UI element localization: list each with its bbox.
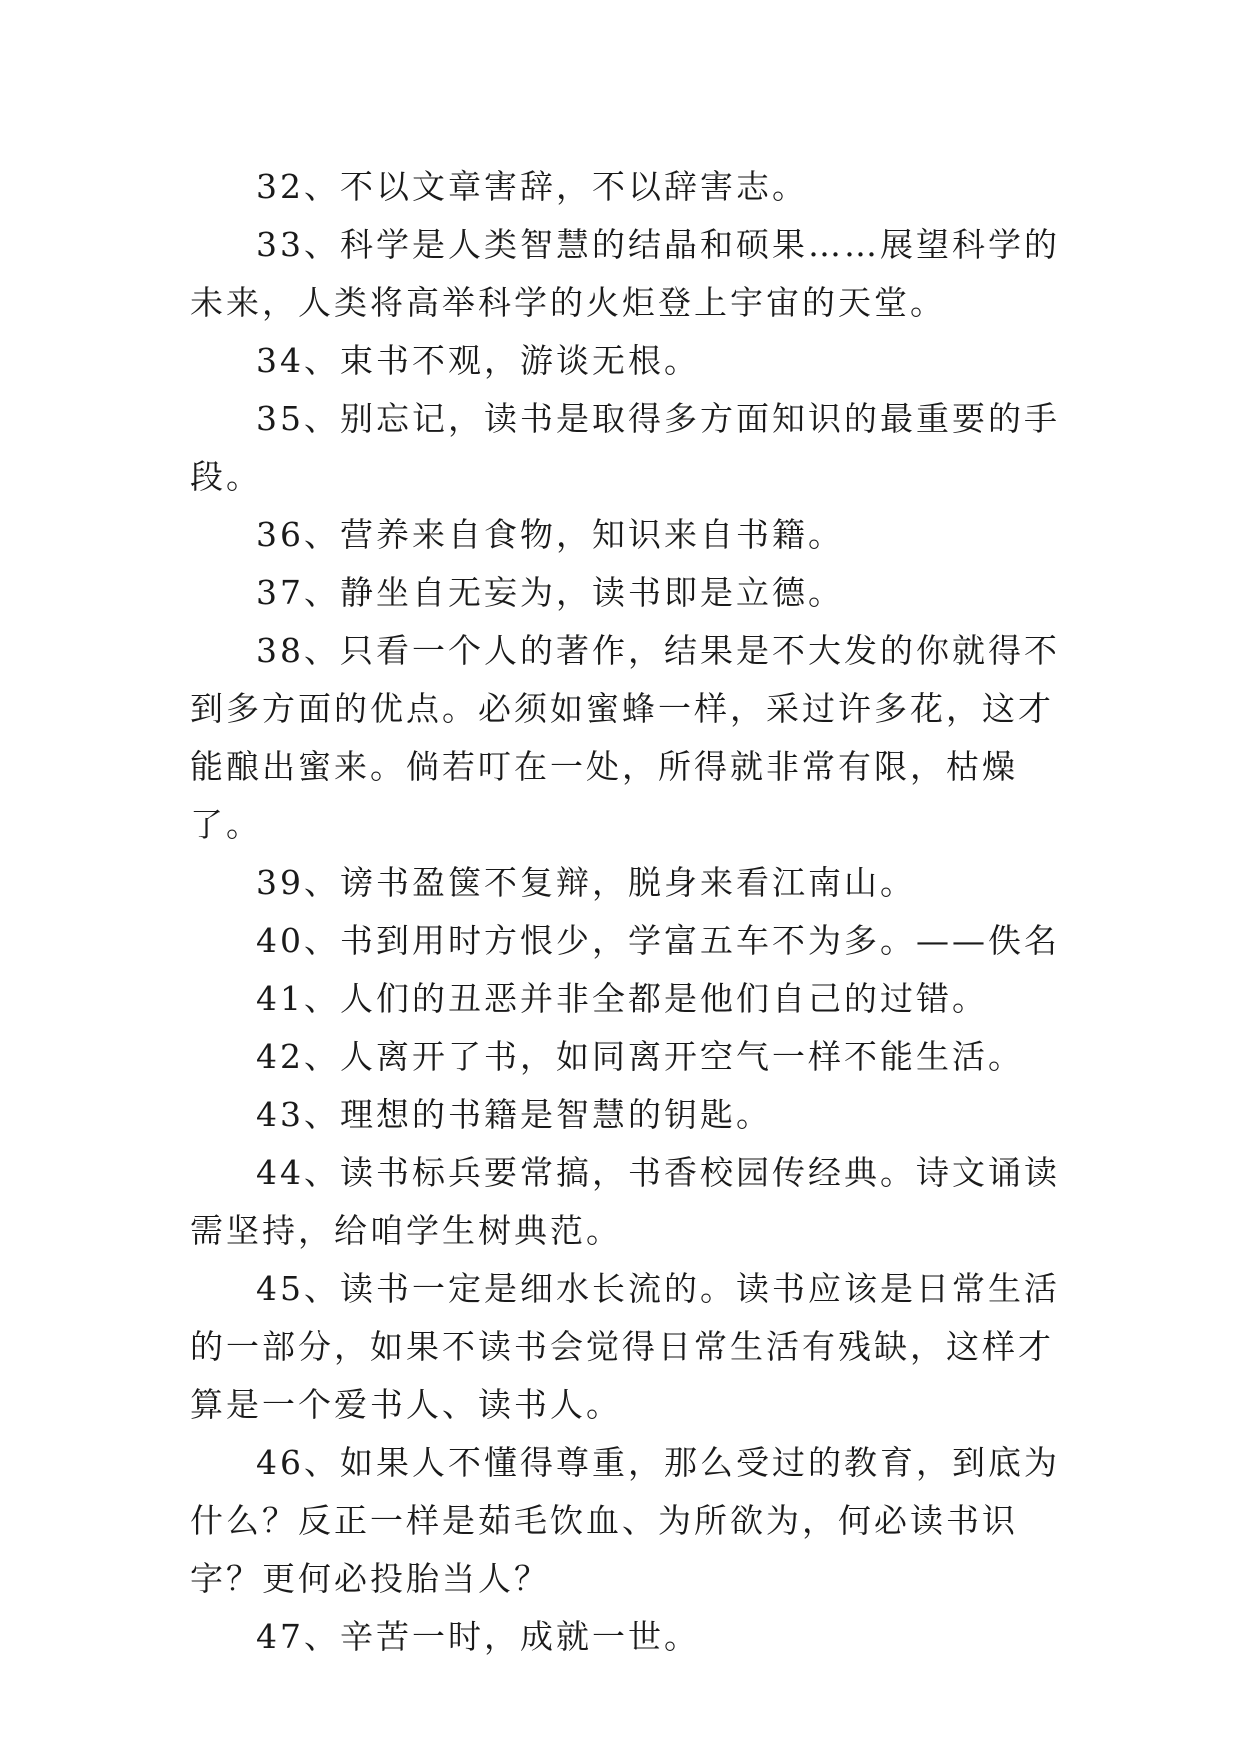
quote-paragraph: 38、只看一个人的著作，结果是不大发的你就得不到多方面的优点。必须如蜜蜂一样，采过许多花，这才能酿出蜜来。倘若叮在一处，所得就非常有限，枯燥了。 <box>190 631 1060 844</box>
quote-paragraph: 46、如果人不懂得尊重，那么受过的教育，到底为什么？反正一样是茹毛饮血、为所欲为，何必读书识字？更何必投胎当人？ <box>190 1443 1060 1598</box>
quote-paragraph: 37、静坐自无妄为，读书即是立德。 <box>256 573 844 612</box>
quote-paragraph: 41、人们的丑恶并非全都是他们自己的过错。 <box>256 979 988 1018</box>
quote-paragraph: 44、读书标兵要常搞，书香校园传经典。诗文诵读需坚持，给咱学生树典范。 <box>190 1153 1060 1250</box>
quote-paragraph: 47、辛苦一时，成就一世。 <box>256 1617 700 1656</box>
quote-paragraph: 39、谤书盈箧不复辩，脱身来看江南山。 <box>256 863 916 902</box>
quote-paragraph: 42、人离开了书，如同离开空气一样不能生活。 <box>256 1037 1024 1076</box>
quote-paragraph: 32、不以文章害辞，不以辞害志。 <box>256 167 808 206</box>
quote-paragraph: 45、读书一定是细水长流的。读书应该是日常生活的一部分，如果不读书会觉得日常生活有残缺，这样才算是一个爱书人、读书人。 <box>190 1269 1060 1424</box>
quote-paragraph: 33、科学是人类智慧的结晶和硕果……展望科学的未来，人类将高举科学的火炬登上宇宙的天堂。 <box>190 225 1060 322</box>
document-body <box>190 158 1070 1666</box>
quote-paragraph: 43、理想的书籍是智慧的钥匙。 <box>256 1095 772 1134</box>
quote-paragraph: 34、束书不观，游谈无根。 <box>256 341 700 380</box>
quote-paragraph: 35、别忘记，读书是取得多方面知识的最重要的手段。 <box>190 399 1060 496</box>
quote-paragraph: 40、书到用时方恨少，学富五车不为多。——佚名 <box>256 921 1060 960</box>
quote-paragraph: 36、营养来自食物，知识来自书籍。 <box>256 515 844 554</box>
